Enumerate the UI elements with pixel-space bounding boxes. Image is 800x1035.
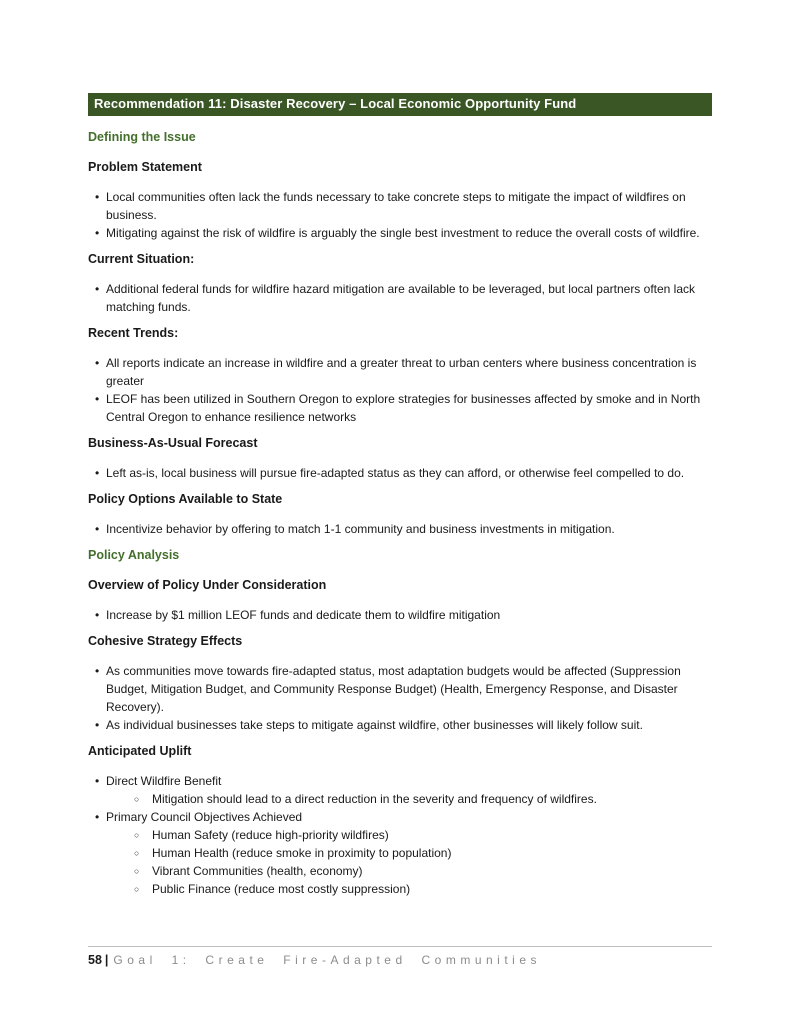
bullet-text: Direct Wildfire Benefit [106,774,222,788]
sub-heading: Problem Statement [88,160,202,174]
bullet-text: As individual businesses take steps to mitigate against wildfire, other businesses will likely follow suit. [106,718,643,732]
bullet-item [88,224,712,242]
bullet-text: Primary Council Objectives Achieved [106,810,303,824]
bullet-list [88,662,712,734]
circle-bullet-marker: ○ [134,866,140,876]
bullet-item [88,662,712,716]
bullet-list [88,520,712,538]
footer-separator: | [104,953,109,967]
page-footer [88,946,712,967]
bullet-list [88,606,712,624]
bullet-item [88,606,712,624]
bullet-text: Incentivize behavior by offering to match 1-1 community and business investments in mitigation. [106,522,615,536]
disc-bullet-marker: • [95,392,100,406]
section-heading-green: Policy Analysis [88,548,180,562]
bullet-text: Mitigating against the risk of wildfire is arguably the single best investment to reduce the overall costs of wildfire. [106,226,700,240]
bullet-list [88,188,712,242]
bullet-item [88,354,712,390]
bullet-list [88,280,712,316]
sub-heading: Current Situation: [88,252,195,266]
bullet-text: Mitigation should lead to a direct reduction in the severity and frequency of wildfires. [152,792,597,806]
sub-heading: Recent Trends: [88,326,179,340]
bullet-item [88,772,712,790]
sub-heading: Policy Options Available to State [88,492,283,506]
sub-heading: Anticipated Uplift [88,744,192,758]
sub-heading: Overview of Policy Under Consideration [88,578,327,592]
page-number: 58 [88,953,102,967]
bullet-item [88,520,712,538]
sub-heading: Cohesive Strategy Effects [88,634,243,648]
bullet-text: LEOF has been utilized in Southern Oregon to explore strategies for businesses affected by smoke and in North Central Oregon to enhance resilience networks [106,392,701,424]
sub-bullet-item [88,880,712,898]
bullet-item [88,188,712,224]
bullet-item [88,808,712,826]
bullet-list [88,772,712,898]
document-body [88,93,712,906]
disc-bullet-marker: • [95,356,100,370]
disc-bullet-marker: • [95,664,100,678]
bullet-text: Left as-is, local business will pursue fire-adapted status as they can afford, or otherwise feel compelled to do. [106,466,685,480]
bullet-item [88,390,712,426]
disc-bullet-marker: • [95,190,100,204]
disc-bullet-marker: • [95,774,100,788]
disc-bullet-marker: • [95,522,100,536]
bullet-item [88,464,712,482]
footer-goal-text: Goal 1: Create Fire-Adapted Communities [113,953,542,967]
circle-bullet-marker: ○ [134,794,140,804]
bullet-item [88,280,712,316]
bullet-text: Increase by $1 million LEOF funds and dedicate them to wildfire mitigation [106,608,501,622]
sections-host [88,128,712,898]
bullet-text: Additional federal funds for wildfire hazard mitigation are available to be leveraged, but local partners often lack matching funds. [106,282,696,314]
sub-heading: Business-As-Usual Forecast [88,436,258,450]
sub-bullet-item [88,844,712,862]
bullet-text: Human Safety (reduce high-priority wildfires) [152,828,389,842]
bullet-text: As communities move towards fire-adapted status, most adaptation budgets would be affected (Suppression Budget, Mitigation Budget, and Community Response Budget) (Health, Emergency Response, and Disaster Recovery). [106,664,681,714]
bullet-list [88,464,712,482]
bullet-text: All reports indicate an increase in wildfire and a greater threat to urban centers where business concentration is greater [106,356,697,388]
recommendation-title-bar: Recommendation 11: Disaster Recovery – Local Economic Opportunity Fund [88,93,712,116]
sub-bullet-item [88,826,712,844]
bullet-text: Local communities often lack the funds necessary to take concrete steps to mitigate the impact of wildfires on business. [106,190,686,222]
bullet-text: Public Finance (reduce most costly suppression) [152,882,411,896]
section-heading-green: Defining the Issue [88,130,196,144]
disc-bullet-marker: • [95,810,100,824]
circle-bullet-marker: ○ [134,848,140,858]
bullet-text: Human Health (reduce smoke in proximity to population) [152,846,452,860]
sub-bullet-item [88,790,712,808]
bullet-text: Vibrant Communities (health, economy) [152,864,363,878]
circle-bullet-marker: ○ [134,830,140,840]
disc-bullet-marker: • [95,466,100,480]
disc-bullet-marker: • [95,226,100,240]
disc-bullet-marker: • [95,718,100,732]
circle-bullet-marker: ○ [134,884,140,894]
disc-bullet-marker: • [95,282,100,296]
disc-bullet-marker: • [95,608,100,622]
bullet-item [88,716,712,734]
sub-bullet-item [88,862,712,880]
bullet-list [88,354,712,426]
